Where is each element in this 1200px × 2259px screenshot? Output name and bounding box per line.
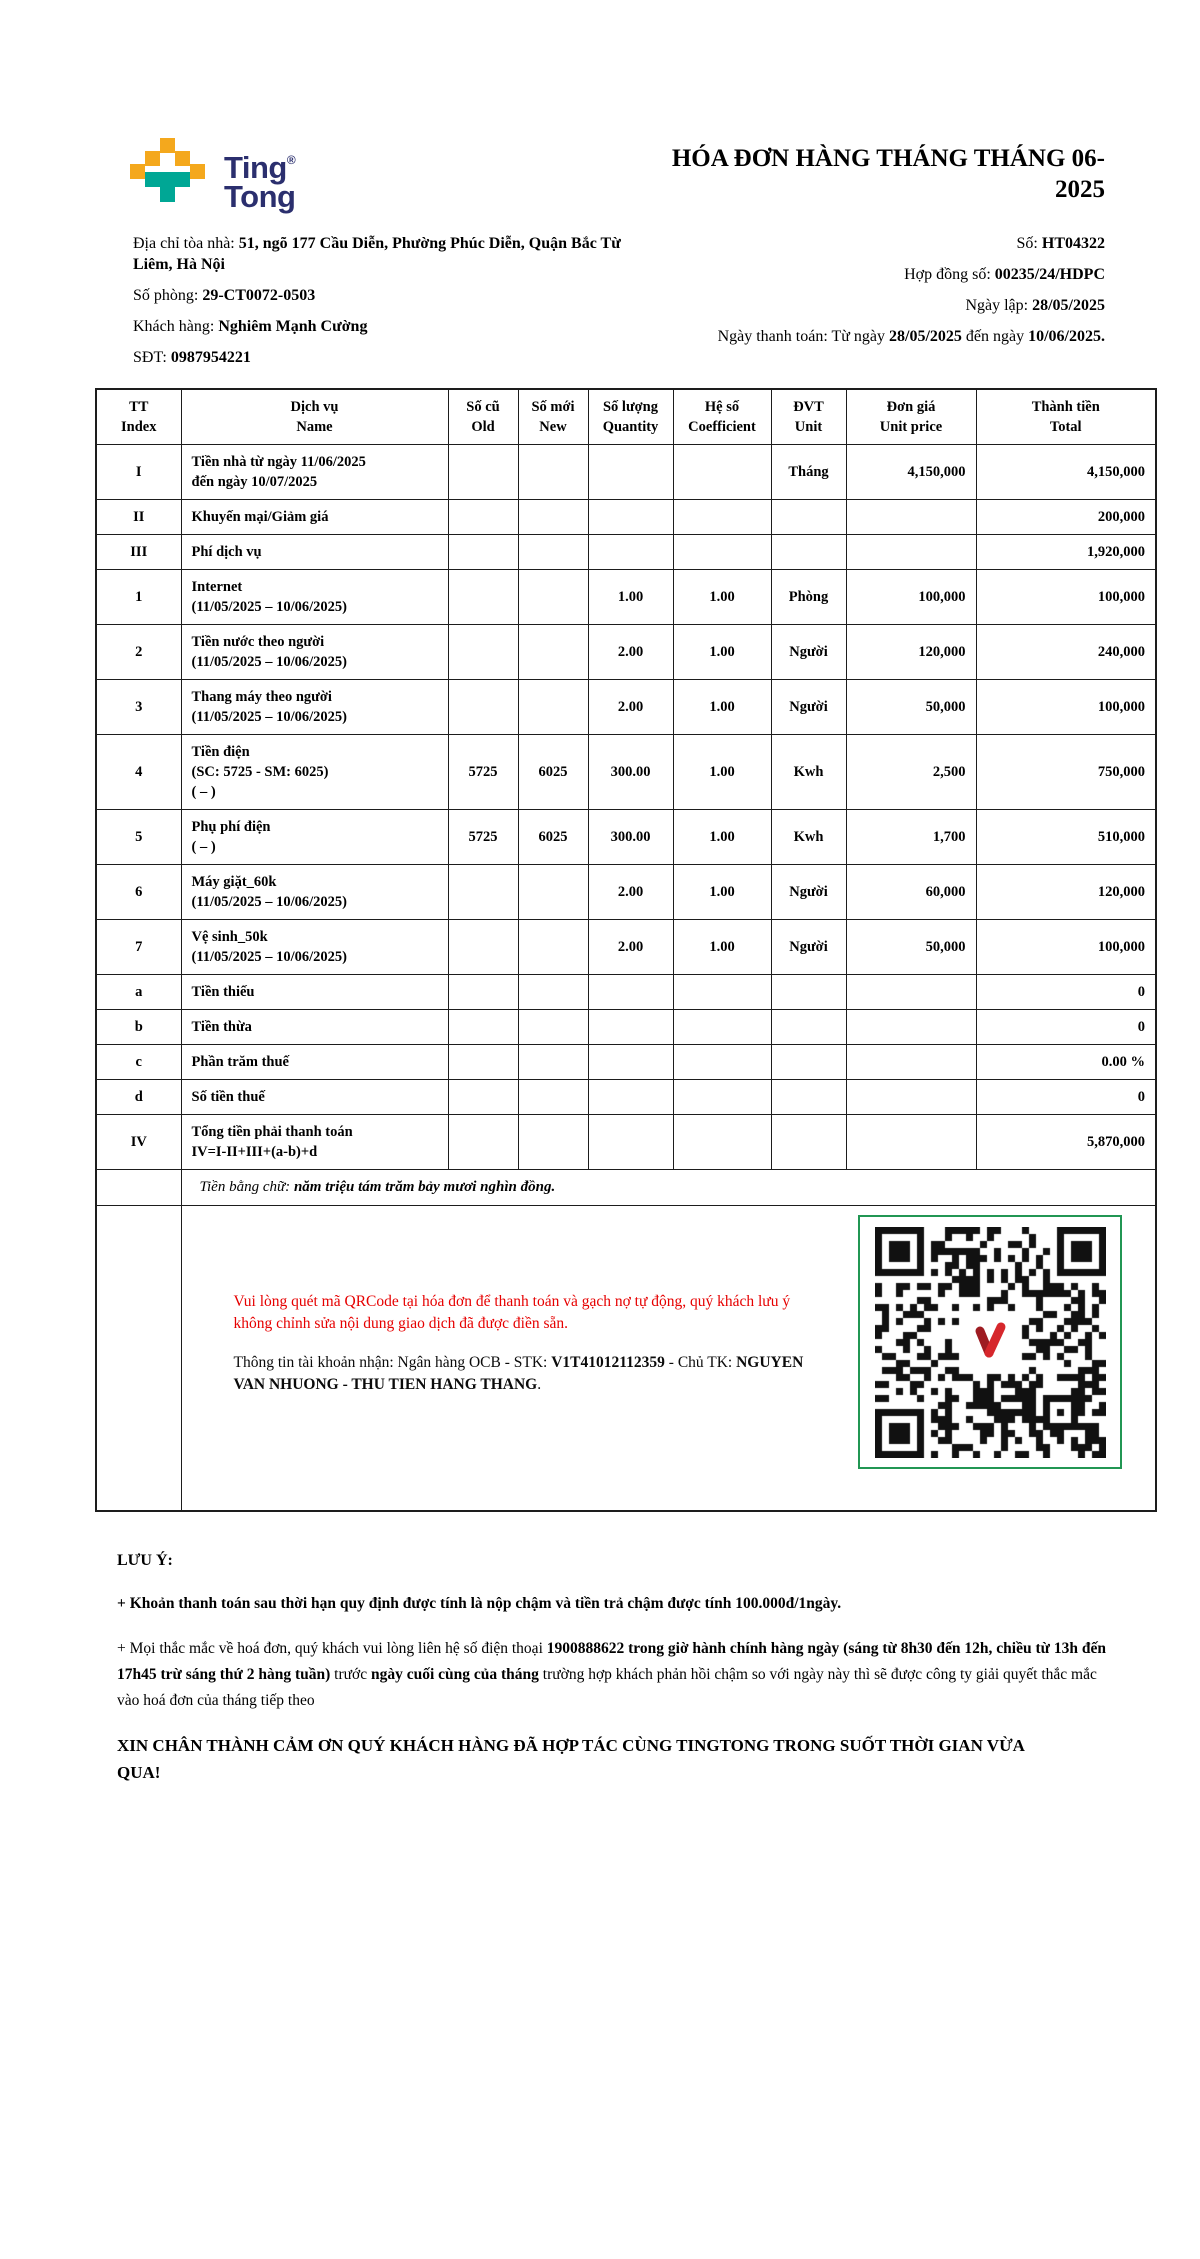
text-segment: 1900888622 trong giờ hành chính hàng ngày (sáng từ 8h30 đến 12h, chiều từ 13h đến 17h45 trừ sáng thứ 2 hàng tuần)	[117, 1639, 1106, 1683]
cell-name: Vệ sinh_50k (11/05/2025 – 10/06/2025)	[181, 920, 448, 975]
cell-coef	[673, 445, 771, 500]
cell-old	[448, 865, 518, 920]
cell-old	[448, 535, 518, 570]
cell-coef: 1.00	[673, 920, 771, 975]
column-header: TT Index	[96, 389, 181, 445]
cell-old	[448, 625, 518, 680]
cell-total: 1,920,000	[976, 535, 1156, 570]
cell-coef: 1.00	[673, 625, 771, 680]
contract-number	[635, 264, 1105, 285]
registered-mark-icon: ®	[286, 153, 296, 167]
cell-tt: 5	[96, 810, 181, 865]
issue-date	[635, 295, 1105, 316]
hotline-note	[117, 1636, 1112, 1714]
cell-unit	[771, 500, 846, 535]
table-row-a	[96, 975, 1156, 1010]
text-segment: HT04322	[1041, 235, 1105, 252]
cell-qty	[588, 1045, 673, 1080]
cell-total: 200,000	[976, 500, 1156, 535]
bank-account-info	[234, 1352, 812, 1396]
text-segment: 00235/24/HDPC	[994, 266, 1105, 283]
customer-phone	[133, 347, 625, 368]
text-segment: Ngày thanh toán: Từ ngày	[717, 328, 890, 345]
cell-unit: Kwh	[771, 735, 846, 810]
cell-old	[448, 1010, 518, 1045]
vietqr-v-icon	[967, 1319, 1013, 1365]
cell-total: 0	[976, 1010, 1156, 1045]
cell-price	[846, 1115, 976, 1170]
cell-new	[518, 445, 588, 500]
empty-cell	[96, 1170, 181, 1206]
cell-total: 750,000	[976, 735, 1156, 810]
amount-in-words	[181, 1170, 1156, 1206]
invoice-info	[133, 233, 1105, 378]
cell-total: 120,000	[976, 865, 1156, 920]
qr-code	[858, 1215, 1122, 1469]
cell-price: 4,150,000	[846, 445, 976, 500]
text-segment: + Mọi thắc mắc về hoá đơn, quý khách vui lòng liên hệ số điện thoại	[117, 1639, 547, 1657]
table-row-7	[96, 920, 1156, 975]
table-row-c	[96, 1045, 1156, 1080]
text-segment: Địa chỉ tòa nhà:	[133, 235, 239, 252]
cell-total: 4,150,000	[976, 445, 1156, 500]
cell-qty: 1.00	[588, 570, 673, 625]
cell-old	[448, 920, 518, 975]
cell-tt: d	[96, 1080, 181, 1115]
notes-section	[117, 1552, 1105, 1786]
customer-name	[133, 316, 625, 337]
cell-coef: 1.00	[673, 810, 771, 865]
invoice-title: HÓA ĐƠN HÀNG THÁNG THÁNG 06- 2025	[671, 145, 1105, 203]
cell-tt: 7	[96, 920, 181, 975]
cell-coef	[673, 1010, 771, 1045]
cell-old	[448, 975, 518, 1010]
empty-cell	[96, 1206, 181, 1511]
cell-price: 120,000	[846, 625, 976, 680]
cell-price: 100,000	[846, 570, 976, 625]
table-row-IV	[96, 1115, 1156, 1170]
text-segment: Số phòng:	[133, 287, 203, 304]
cell-qty: 2.00	[588, 680, 673, 735]
cell-old	[448, 680, 518, 735]
tingtong-logo-icon	[130, 138, 206, 204]
text-segment: .	[537, 1376, 542, 1393]
payment-cell	[181, 1206, 1156, 1511]
building-customer-info	[133, 233, 625, 378]
cell-name: Tiền điện (SC: 5725 - SM: 6025) ( – )	[181, 735, 448, 810]
cell-tt: 6	[96, 865, 181, 920]
text-segment: 0987954221	[170, 349, 251, 366]
text-segment: Thông tin tài khoản nhận: Ngân hàng OCB - STK:	[233, 1354, 552, 1371]
table-row-1	[96, 570, 1156, 625]
text-segment: Khách hàng:	[133, 318, 219, 335]
cell-old	[448, 1115, 518, 1170]
cell-tt: 3	[96, 680, 181, 735]
cell-qty: 2.00	[588, 865, 673, 920]
payment-period	[635, 326, 1105, 347]
cell-coef	[673, 975, 771, 1010]
cell-old: 5725	[448, 735, 518, 810]
room-number	[133, 285, 625, 306]
table-row-6	[96, 865, 1156, 920]
cell-new	[518, 1115, 588, 1170]
cell-tt: 1	[96, 570, 181, 625]
cell-qty	[588, 1080, 673, 1115]
cell-name: Phí dịch vụ	[181, 535, 448, 570]
cell-qty	[588, 1010, 673, 1045]
cell-total: 100,000	[976, 680, 1156, 735]
cell-name: Tiền thiếu	[181, 975, 448, 1010]
cell-qty	[588, 535, 673, 570]
cell-new	[518, 1080, 588, 1115]
text-segment: 29-CT0072-0503	[202, 287, 316, 304]
cell-price	[846, 1080, 976, 1115]
table-row-II	[96, 500, 1156, 535]
cell-price: 50,000	[846, 680, 976, 735]
cell-unit: Kwh	[771, 810, 846, 865]
cell-coef: 1.00	[673, 680, 771, 735]
cell-unit: Người	[771, 865, 846, 920]
cell-unit: Người	[771, 680, 846, 735]
cell-total: 100,000	[976, 570, 1156, 625]
column-header: Dịch vụ Name	[181, 389, 448, 445]
cell-new	[518, 680, 588, 735]
invoice-header	[130, 138, 1105, 214]
cell-coef	[673, 500, 771, 535]
cell-old	[448, 500, 518, 535]
column-header: Số mới New	[518, 389, 588, 445]
text-segment: 28/05/2025	[889, 328, 962, 345]
table-row-III	[96, 535, 1156, 570]
column-header: Thành tiền Total	[976, 389, 1156, 445]
cell-tt: III	[96, 535, 181, 570]
table-row-4	[96, 735, 1156, 810]
table-header-row	[96, 389, 1156, 445]
column-header: Đơn giá Unit price	[846, 389, 976, 445]
column-header: Hệ số Coefficient	[673, 389, 771, 445]
text-segment: .	[1101, 328, 1105, 345]
thanks-note: XIN CHÂN THÀNH CẢM ƠN QUÝ KHÁCH HÀNG ĐÃ HỢP TÁC CÙNG TINGTONG TRONG SUỐT THỜI GIAN VỪA QUA!	[117, 1735, 1024, 1782]
cell-new	[518, 865, 588, 920]
cell-new	[518, 1010, 588, 1045]
cell-name: Tổng tiền phải thanh toán IV=I-II+III+(a-b)+d	[181, 1115, 448, 1170]
table-row-I	[96, 445, 1156, 500]
cell-qty	[588, 975, 673, 1010]
cell-name: Phụ phí điện ( – )	[181, 810, 448, 865]
late-payment-note: + Khoản thanh toán sau thời hạn quy định được tính là nộp chậm và tiền trả chậm được tính 100.000đ/1ngày.	[117, 1594, 842, 1612]
cell-tt: IV	[96, 1115, 181, 1170]
cell-price	[846, 1010, 976, 1045]
cell-unit	[771, 1080, 846, 1115]
cell-qty: 2.00	[588, 920, 673, 975]
text-segment: V1T41012112359	[551, 1354, 665, 1371]
column-header: Số lượng Quantity	[588, 389, 673, 445]
table-body	[96, 445, 1156, 1170]
text-segment: SĐT:	[133, 349, 171, 366]
cell-new: 6025	[518, 735, 588, 810]
cell-unit	[771, 1115, 846, 1170]
cell-qty: 2.00	[588, 625, 673, 680]
cell-total: 510,000	[976, 810, 1156, 865]
tingtong-logo-text: Ting® Tong	[224, 150, 296, 214]
text-segment: - Chủ TK:	[664, 1354, 737, 1371]
cell-unit: Phòng	[771, 570, 846, 625]
cell-total: 0	[976, 975, 1156, 1010]
cell-unit	[771, 1010, 846, 1045]
cell-price: 2,500	[846, 735, 976, 810]
table-header	[96, 389, 1156, 445]
cell-price	[846, 1045, 976, 1080]
text-segment: Hợp đồng số:	[904, 266, 995, 283]
payment-instructions	[234, 1291, 812, 1469]
notes-heading: LƯU Ý:	[117, 1551, 173, 1569]
cell-tt: c	[96, 1045, 181, 1080]
cell-name: Tiền nước theo người (11/05/2025 – 10/06/2025)	[181, 625, 448, 680]
cell-new	[518, 570, 588, 625]
cell-total: 5,870,000	[976, 1115, 1156, 1170]
cell-old	[448, 445, 518, 500]
cell-name: Internet (11/05/2025 – 10/06/2025)	[181, 570, 448, 625]
table-row-b	[96, 1010, 1156, 1045]
text-segment: NGUYEN VAN NHUONG - THU TIEN HANG THANG	[233, 1354, 804, 1393]
cell-new: 6025	[518, 810, 588, 865]
cell-price	[846, 500, 976, 535]
cell-price: 50,000	[846, 920, 976, 975]
table-row-2	[96, 625, 1156, 680]
cell-name: Tiền thừa	[181, 1010, 448, 1045]
building-address	[133, 233, 625, 275]
cell-coef: 1.00	[673, 570, 771, 625]
cell-qty	[588, 445, 673, 500]
text-segment: trước	[330, 1665, 371, 1683]
cell-new	[518, 625, 588, 680]
cell-coef	[673, 535, 771, 570]
column-header: Số cũ Old	[448, 389, 518, 445]
cell-name: Khuyến mại/Giảm giá	[181, 500, 448, 535]
cell-coef	[673, 1080, 771, 1115]
cell-old	[448, 1080, 518, 1115]
cell-old	[448, 570, 518, 625]
cell-name: Thang máy theo người (11/05/2025 – 10/06/2025)	[181, 680, 448, 735]
cell-tt: 2	[96, 625, 181, 680]
cell-total: 240,000	[976, 625, 1156, 680]
cell-tt: b	[96, 1010, 181, 1045]
cell-qty: 300.00	[588, 735, 673, 810]
text-segment: đến ngày	[961, 328, 1029, 345]
tingtong-logo	[130, 138, 296, 214]
text-segment: ngày cuối cùng của tháng	[370, 1665, 539, 1683]
invoice-table	[95, 388, 1157, 1512]
text-segment: Tiền bằng chữ:	[199, 1179, 294, 1195]
text-segment: năm triệu tám trăm bảy mươi nghìn đồng.	[293, 1179, 556, 1195]
cell-qty	[588, 1115, 673, 1170]
text-segment: Số:	[1016, 235, 1042, 252]
cell-new	[518, 975, 588, 1010]
cell-price	[846, 975, 976, 1010]
cell-tt: a	[96, 975, 181, 1010]
cell-old	[448, 1045, 518, 1080]
table-row-d	[96, 1080, 1156, 1115]
cell-unit: Người	[771, 920, 846, 975]
payment-row	[96, 1206, 1156, 1511]
cell-price: 1,700	[846, 810, 976, 865]
table-extra	[96, 1170, 1156, 1511]
cell-unit	[771, 1045, 846, 1080]
cell-new	[518, 1045, 588, 1080]
cell-unit	[771, 535, 846, 570]
cell-coef	[673, 1115, 771, 1170]
invoice-meta	[635, 233, 1105, 378]
invoice-number	[635, 233, 1105, 254]
cell-unit: Người	[771, 625, 846, 680]
cell-total: 0	[976, 1080, 1156, 1115]
cell-coef	[673, 1045, 771, 1080]
cell-total: 100,000	[976, 920, 1156, 975]
table-row-5	[96, 810, 1156, 865]
cell-new	[518, 535, 588, 570]
cell-new	[518, 500, 588, 535]
amount-in-words-row	[96, 1170, 1156, 1206]
cell-name: Số tiền thuế	[181, 1080, 448, 1115]
cell-tt: II	[96, 500, 181, 535]
cell-price	[846, 535, 976, 570]
text-segment: Ngày lập:	[965, 297, 1033, 314]
qr-instruction-note: Vui lòng quét mã QRCode tại hóa đơn để thanh toán và gạch nợ tự động, quý khách lưu ý không chỉnh sửa nội dung giao dịch đã được điền sẵn.	[233, 1293, 791, 1332]
cell-name: Tiền nhà từ ngày 11/06/2025 đến ngày 10/07/2025	[181, 445, 448, 500]
cell-tt: 4	[96, 735, 181, 810]
cell-qty	[588, 500, 673, 535]
cell-qty: 300.00	[588, 810, 673, 865]
text-segment: 10/06/2025	[1028, 328, 1101, 345]
cell-unit: Tháng	[771, 445, 846, 500]
cell-price: 60,000	[846, 865, 976, 920]
text-segment: 51, ngõ 177 Cầu Diễn, Phường Phúc Diễn, Quận Bắc Từ Liêm, Hà Nội	[133, 235, 621, 273]
cell-name: Phần trăm thuế	[181, 1045, 448, 1080]
cell-total: 0.00 %	[976, 1045, 1156, 1080]
cell-name: Máy giặt_60k (11/05/2025 – 10/06/2025)	[181, 865, 448, 920]
cell-coef: 1.00	[673, 735, 771, 810]
column-header: ĐVT Unit	[771, 389, 846, 445]
cell-unit	[771, 975, 846, 1010]
text-segment: Nghiêm Mạnh Cường	[218, 318, 368, 335]
table-row-3	[96, 680, 1156, 735]
cell-tt: I	[96, 445, 181, 500]
cell-new	[518, 920, 588, 975]
cell-old: 5725	[448, 810, 518, 865]
cell-coef: 1.00	[673, 865, 771, 920]
text-segment: 28/05/2025	[1032, 297, 1105, 314]
text-segment: trường hợp khách phản hồi chậm so với ngày này thì sẽ được công ty giải quyết thắc mắc vào hoá đơn của tháng tiếp theo	[117, 1665, 1097, 1709]
